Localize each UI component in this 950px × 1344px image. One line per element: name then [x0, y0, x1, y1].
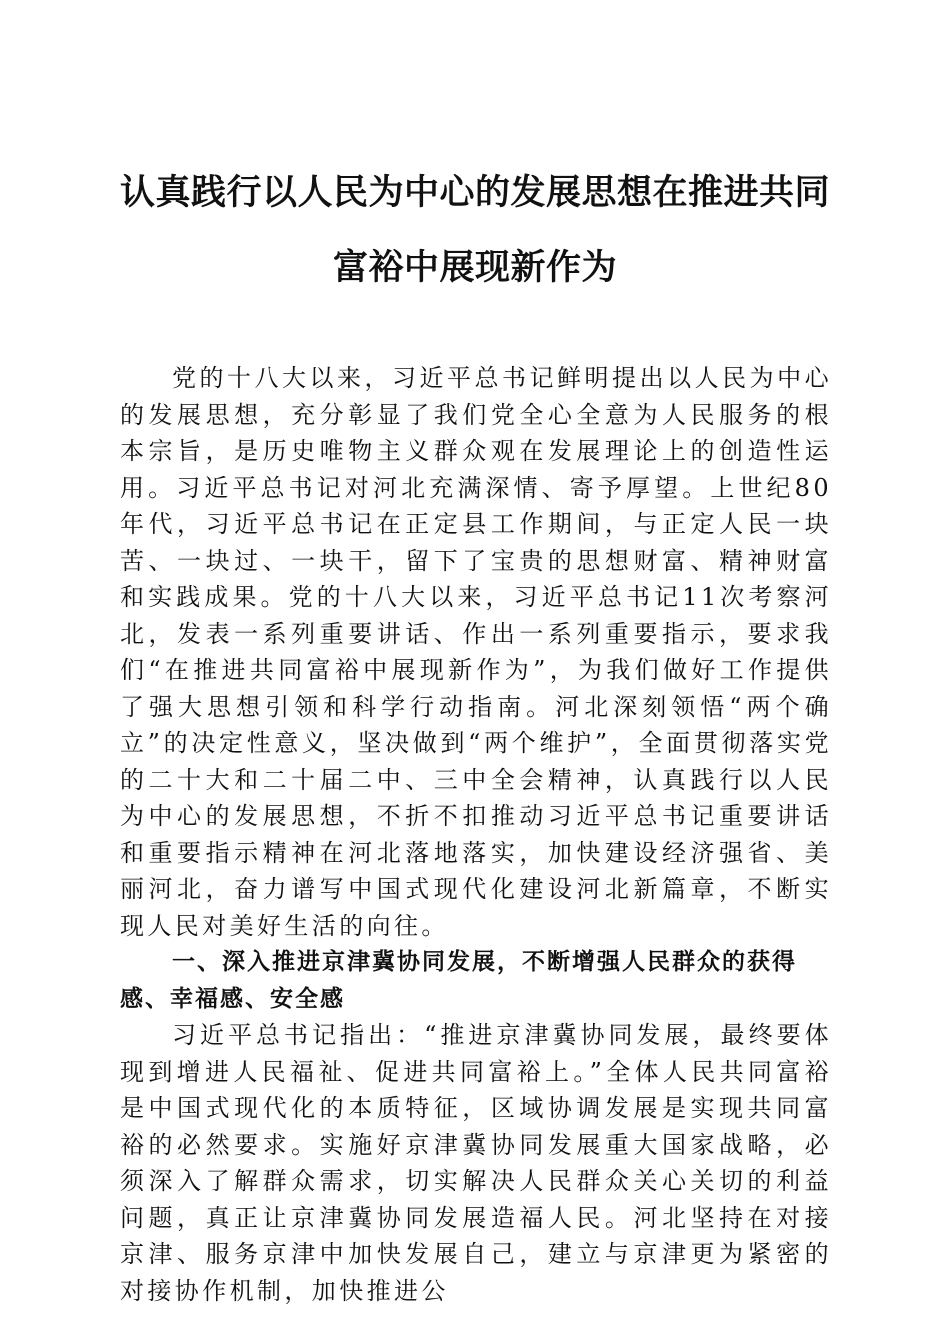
section-heading-1: 一、深入推进京津冀协同发展，不断增强人民群众的获得感、幸福感、安全感: [120, 949, 797, 1012]
document-title-line-2: 富裕中展现新作为: [332, 248, 617, 288]
document-title-line-1: 认真践行以人民为中心的发展思想在推进共同: [119, 173, 830, 213]
section-1-paragraph: 习近平总书记指出：“推进京津冀协同发展，最终要体现到增进人民福祉、促进共同富裕上。”全体人民共同富裕是中国式现代化的本质特征，区域协调发展是实现共同富裕的必然要求。实施好京津冀协同发展重大国家战略，必须深入了解群众需求，切实解决人民群众关心关切的利益问题，真正让京津冀协同发展造福人民。河北坚持在对接京津、服务京津中加快发展自己，建立与京津更为紧密的对接协作机制，加快推进公: [120, 1021, 832, 1305]
intro-paragraph: 党的十八大以来，习近平总书记鲜明提出以人民为中心的发展思想，充分彰显了我们党全心全意为人民服务的根本宗旨，是历史唯物主义群众观在发展理论上的创造性运用。习近平总书记对河北充满深情、寄予厚望。上世纪80年代，习近平总书记在正定县工作期间，与正定人民一块苦、一块过、一块干，留下了宝贵的思想财富、精神财富和实践成果。党的十八大以来，习近平总书记11次考察河北，发表一系列重要讲话、作出一系列重要指示，要求我们“在推进共同富裕中展现新作为”，为我们做好工作提供了强大思想引领和科学行动指南。河北深刻领悟“两个确立”的决定性意义，坚决做到“两个维护”，全面贯彻落实党的二十大和二十届二中、三中全会精神，认真践行以人民为中心的发展思想，不折不扣推动习近平总书记重要讲话和重要指示精神在河北落地落实，加快建设经济强省、美丽河北，奋力谱写中国式现代化建设河北新篇章，不断实现人民对美好生活的向往。: [120, 364, 832, 940]
document-body: [120, 360, 832, 1309]
